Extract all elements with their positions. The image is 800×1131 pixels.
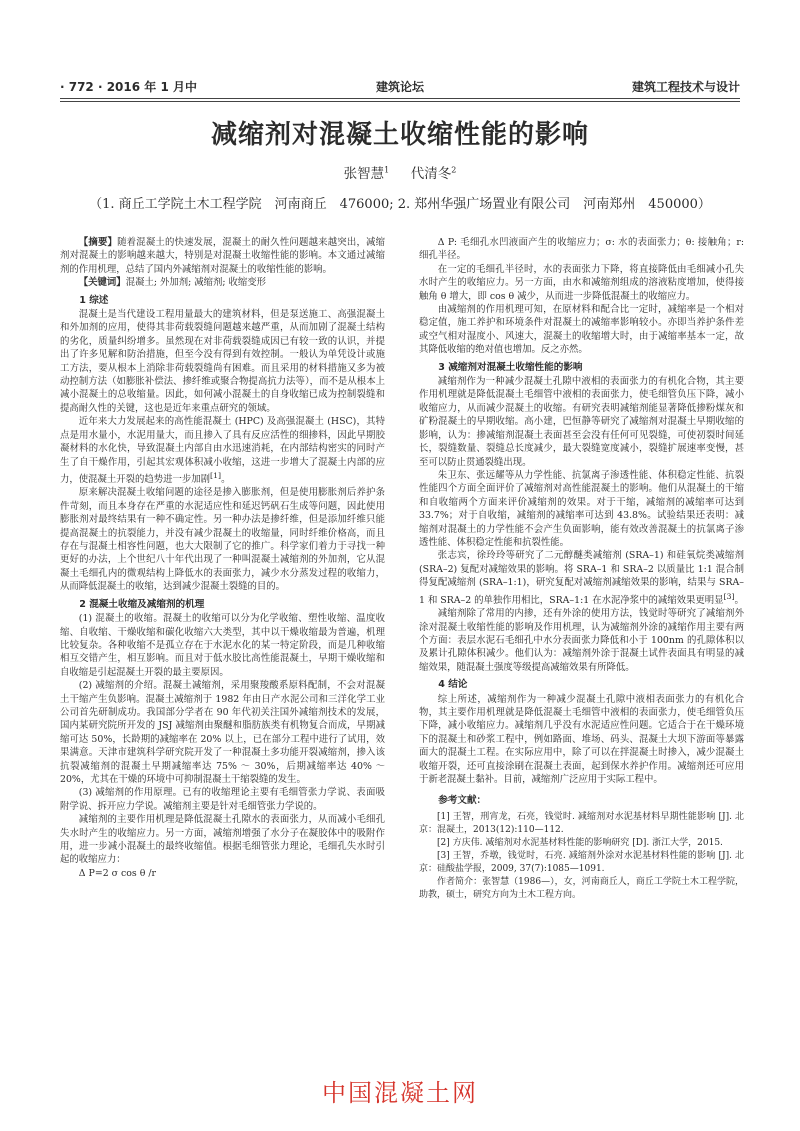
paragraph: 综上所述，减缩剂作为一种减少混凝土孔隙中液相表面张力的有机化合物，其主要作用机理就是降低混凝土毛细管中液相的表面张力，使毛细管负压下降，减小收缩应力。减缩剂几乎没有水泥适应性问题。它适合于在干燥环境下的混凝土和砂浆工程中，例如路面、堆场、码头、混凝土大坝下游面等暴露面大的混凝土工程。在实际应用中，除了可以在拌混凝土时掺入，减少混凝土收缩开裂，还可直接涂刷在混凝土表面，起到保水养护作用。减缩剂还可应用于新老混凝土黏补。目前，减缩剂广泛应用于实际工程中。: [419, 693, 744, 785]
paragraph: 由减缩剂的作用机理可知，在原材料和配合比一定时，减缩率是一个相对稳定值，施工养护和环境条件对混凝土的减缩率影响较小。亦即当养护条件差或空气相对湿度小、风速大，混凝土的收缩增大时，由于减缩率基本一定，故其降低收缩的绝对值也增加。反之亦然。: [419, 304, 744, 356]
author-name: 张智慧: [343, 166, 385, 182]
authors: [60, 162, 740, 182]
paragraph: 减缩剂作为一种减少混凝土孔隙中液相的表面张力的有机化合物，其主要作用机理就是降低混凝土毛细管中液相的表面张力，使毛细管负压下降，减小收缩应力，从而减少混凝土的收缩。有研究表明减缩剂能显著降低掺粉煤灰和矿粉混凝土的早期收缩。高小建，巴恒静等研究了减缩剂对混凝土早期收缩的影响，认为：掺减缩剂混凝土表面甚至会没有任何可见裂缝，可使初裂时间延长，裂缝数量、裂缝总长度减少，最大裂缝宽度减小，裂缝扩展速率变慢，甚至可以防止贯通裂缝出现。: [419, 376, 744, 468]
author-sup: 1: [384, 165, 390, 175]
formula: Δ P=2 σ cos θ /r: [78, 867, 156, 879]
paragraph: (2) 减缩剂的介绍。混凝土减缩剂，采用聚羧酸系原料配制，不会对混凝土干缩产生负影响。混凝土减缩剂于 1982 年由日产水泥公司和三洋化学工业公司首先研制成功。我国部分学者在 90 年代初关注国外减缩剂技术的发展，国内某研究院所开发的 JSJ 减缩剂由聚醚和脂肪族类有机物复合而成，早期减缩可达 50%，长龄期的减缩率在 20% 以上，已在部分工程中进行了试用，效果满意。天津市建筑科学研究院开发了一种混凝土多功能开裂减缩剂，掺入该抗裂减缩剂的混凝土早期减缩率达 75% ～ 30%，后期减缩率达 40% ～ 20%，尤其在干燥的环境中可抑制混凝土干缩裂缝的发生。: [60, 680, 385, 785]
abstract: [60, 236, 385, 290]
paragraph: 在一定的毛细孔半径时，水的表面张力下降，将直接降低由毛细减小孔失水时产生的收缩应力。另一方面，由水和减缩剂组成的溶液粘度增加，使得接触角 θ 增大，即 cos θ 减少，从而进一步降低混凝土的收缩应力。: [419, 263, 744, 302]
section-name: 建筑工程技术与设计: [631, 80, 740, 94]
section-heading: 2 混凝土收缩及减缩剂的机理: [79, 598, 205, 610]
section-heading: 1 综述: [79, 294, 109, 306]
abstract-text: 随着混凝土的快速发展，混凝土的耐久性问题越来越突出，减缩剂对混凝土的影响越来越大，特别是对混凝土收缩性能的影响。本文通过减缩剂的作用机理，总结了国内外减缩剂对混凝土的收缩性能的影响。: [60, 237, 385, 275]
paragraph: 朱卫东、张远耀等从力学性能、抗氯离子渗透性能、体积稳定性能、抗裂性能四个方面全面评价了减缩剂对高性能混凝土的影响。他们从混凝土的干缩和自收缩两个方面来评价减缩剂的效果。对于干缩，减缩剂的减缩率可达到 33.7%；对于自收缩，减缩剂的减缩率可达到 43.8%。试验结果还表明：减缩剂对混凝土的力学性能不会产生负面影响，能有效改善混凝土的抗氯离子渗透性能、体积稳定性能和抗裂性能。: [419, 469, 744, 548]
author-name: 代清冬: [410, 166, 452, 182]
watermark: 中国混凝土网: [322, 1079, 478, 1107]
author-bio: 作者简介：张智慧（1986—），女，河南商丘人，商丘工学院土木工程学院，助教，硕士，研究方向为土木工程方向。: [419, 876, 744, 900]
keywords: 混凝土; 外加剂; 减缩剂; 收缩变形: [125, 277, 266, 289]
abstract-label: 【摘要】: [78, 237, 118, 248]
citation: [3]: [723, 591, 735, 601]
header-rule: [60, 98, 740, 99]
citation: [1]: [210, 470, 222, 480]
running-header: [60, 78, 740, 98]
reference-item: [1] 王智，刑宵龙，石亮，钱觉时. 减缩剂对水泥基材料早期性能影响 [J]. 北京：混凝土，2013(12):110—112.: [419, 811, 744, 835]
paragraph: Δ P: 毛细孔水凹液面产生的收缩应力；σ: 水的表面张力；θ: 接触角；r: 细孔半径。: [419, 237, 744, 262]
reference-item: [2] 方庆伟. 减缩剂对水泥基材料性能的影响研究 [D]. 浙江大学，2015.: [437, 837, 723, 848]
paragraph: 混凝土是当代建设工程用量最大的建筑材料，但是泵送施工、高强混凝土和外加剂的应用，使得其非荷载裂缝问题越来越严重，从而加剧了混凝土结构的劣化，质量纠纷增多。虽然现在对非荷载裂缝成因已有较一致的认识，并提出了许多见解和防治措施，但至今没有得到有效控制。一般认为单凭设计或施工方法，要从根本上消除非荷载裂缝尚有困难。而且采用的材料措施又多为被动控制方法（如膨胀补偿法、掺纤维或聚合物提高抗力法等），而不是从根本上减小混凝土的总收缩量。因此，如何减小混凝土的自身收缩已成为控制裂缝和提高耐久性的关键，这也是近年来重点研究的领域。: [60, 309, 385, 414]
section-heading: 3 减缩剂对混凝土收缩性能的影响: [438, 361, 583, 373]
references-title: 参考文献：: [438, 795, 487, 807]
header-rule-2: [60, 101, 740, 102]
paragraph: 减缩剂的主要作用机理是降低混凝土孔隙水的表面张力，从而减小毛细孔失水时产生的收缩应力。另一方面，减缩剂增强了水分子在凝胶体中的吸附作用，进一步减小混凝土的最终收缩值。根据毛细管张力理论，毛细孔失水时引起的收缩应力：: [60, 814, 385, 866]
author-sup: 2: [451, 165, 457, 175]
keywords-label: 【关键词】: [78, 277, 126, 289]
paragraph: 原来解决混凝土收缩问题的途径是掺入膨胀剂，但是使用膨胀剂后养护条件苛刻，而且本身存在严重的水泥适应性和延迟钙矾石生成等问题，因此使用膨胀剂对最终结果有一种不确定性。另一种办法是掺纤维，但是添加纤维只能提高混凝土的抗裂能力，并没有减少混凝土的收缩量，同时纤维价格高，而且存在与混凝土相容性问题，也大大限制了它的推广。科学家们着力于寻找一种更好的办法，上个世纪八十年代出现了一种叫混凝土减缩剂的外加剂，它从混凝土毛细孔内的微观结构上降低水的表面张力，减少水分蒸发过程的收缩力，从而降低混凝土的收缩，达到减少混凝土裂缝的目的。: [60, 487, 385, 593]
left-column: [60, 236, 385, 880]
reference-item: [3] 王智，乔墩，钱觉时，石亮. 减缩剂外涂对水泥基材料性能的影响 [J]. 北京：硅酸盐学报，2009, 37(7):1085—1091.: [419, 850, 744, 874]
journal-name: 建筑论坛: [375, 80, 424, 94]
references: [419, 794, 744, 901]
section-heading: 4 结论: [438, 679, 468, 691]
paper-title: 减缩剂对混凝土收缩性能的影响: [210, 120, 589, 150]
paragraph: (1) 混凝土的收缩。混凝土的收缩可以分为化学收缩、塑性收缩、温度收缩、自收缩、干燥收缩和碳化收缩六大类型，其中以干燥收缩最为普遍，机理比较复杂。各种收缩不是孤立存在于水泥水化的某一特定阶段，而是几种收缩相互交错产生，相互影响。而且对于低水胶比高性能混凝土，早期干燥收缩和自收缩是引起混凝土开裂的最主要原因。: [60, 613, 385, 678]
right-column: [419, 236, 744, 902]
paragraph: 减缩剂除了常用的内掺，还有外涂的使用方法，钱觉时等研究了减缩剂外涂对混凝土收缩性能的影响及作用机理，认为减缩剂外涂的减缩作用主要有两个方面：表层水泥石毛细孔中水分表面张力降低和小于 100nm 的孔隙体积以及累计孔隙体积减少。他们认为：减缩剂外涂于混凝土试件表面具有明显的减缩效果，随混凝土强度等级提高减缩效果有所降低。: [419, 608, 744, 673]
page-info: · 772 · 2016 年 1 月中: [60, 80, 197, 94]
affiliation: （1. 商丘工学院土木工程学院 河南商丘 476000; 2. 郑州华强广场置业有限公司 河南郑州 450000）: [89, 197, 711, 212]
paragraph: 近年来大力发展起来的高性能混凝土 (HPC) 及高强混凝土 (HSC)，其特点是用水量小，水泥用量大，而且掺入了具有反应活性的细掺料，因此早期胶凝材料的水化快，导致混凝土内部自由水迅速消耗，在内部结构密实的同时产生了自干燥作用，引起其宏观体积减小收缩，这进一步增大了混凝土内部的应力，使混凝土开裂的趋势进一步加剧[1]。: [60, 416, 385, 486]
paragraph: 张志宾，徐玲玲等研究了二元醇醚类减缩剂 (SRA–1) 和硅氧烷类减缩剂 (SRA–2) 复配对减缩效果的影响。将 SRA–1 和 SRA–2 以质量比 1:1 混合制得复配减缩剂 (SRA–1:1)，研究复配对减缩剂减缩效果的影响，结果与 SRA–1 和 SRA–2 的单独作用相比，SRA–1:1 在水泥净浆中的减缩效果更明显[3]。: [419, 550, 744, 606]
paragraph: (3) 减缩剂的作用原理。已有的收缩理论主要有毛细管张力学说、表面吸附学说、拆开应力学说。减缩剂主要是针对毛细管张力学说的。: [60, 787, 385, 812]
